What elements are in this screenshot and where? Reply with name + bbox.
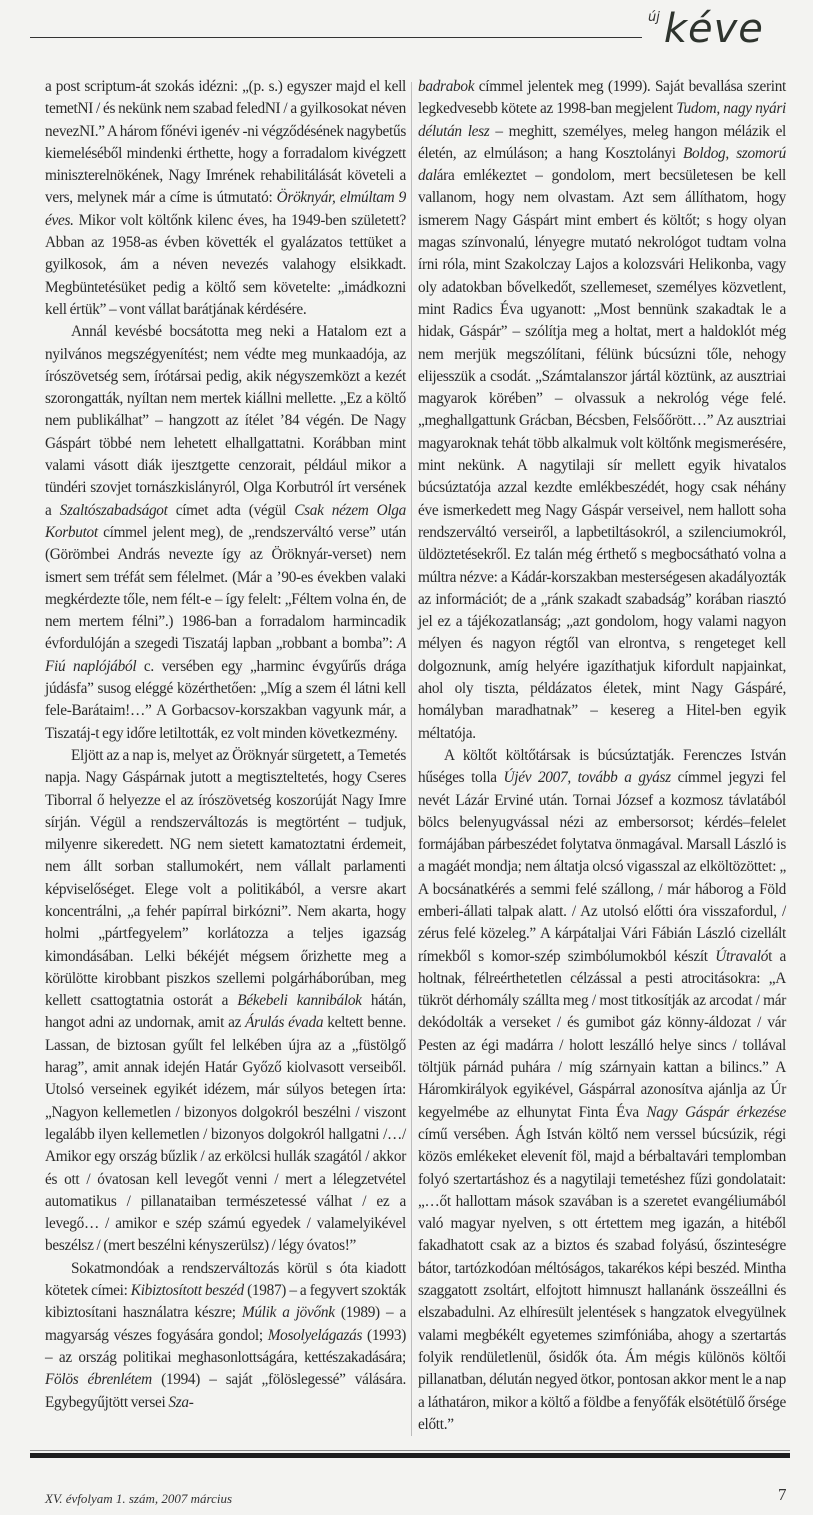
italic-title: Sza- (168, 1393, 194, 1411)
italic-title: Újév 2007, tovább a gyász (503, 769, 671, 787)
text-segment: (1989) – a magyarság vészes fogyására gondol; (45, 1304, 406, 1344)
paragraph (418, 76, 786, 745)
article-column-left (45, 76, 406, 1414)
italic-title: Mosolyelágazás (267, 1326, 363, 1344)
text-segment: hátán, hangot adni az undornak, amit az (45, 992, 406, 1032)
column-divider (411, 82, 412, 1436)
text-segment: A költőt költőtársak is búcsúztatják. Ferenczes István hűséges tolla (418, 746, 786, 787)
italic-title: Útravaló (715, 947, 769, 965)
italic-title: Csak nézem Olga Korbutot (45, 501, 406, 541)
page-number: 7 (778, 1485, 787, 1504)
text-segment: – meghitt, személyes, meleg hangon mélázik el életén, az elmúláson; a hang Kosztolányi (418, 122, 787, 162)
italic-title: Fölös ébrenlétem (45, 1371, 152, 1389)
text-segment: Sokatmondóak a rendszerváltozás körül s óta kiadott kötetek címei: (45, 1259, 406, 1300)
paragraph (45, 321, 406, 745)
italic-title: Nagy Gáspár érkezése (646, 1103, 786, 1121)
text-segment: Annál kevésbé bocsátotta meg neki a Hatalom ezt a nyilvános megszégyenítést; nem védte meg munkaadója, az írószövetség sem, írótársai pedig, akik négyszemközt a kezét szorongatták, nyíltan nem mertek kiállni mellette. „Ez a költő nem publikálhat” – hangzott az ítélet ’84 végén. De Nagy Gáspárt többé nem lehetett elhallgattatni. Korábban mint valami vásott diák ijesztgette cenzorait, például mikor a tündéri szovjet tornászkislányról, Olga Korbutról írt versének a (45, 323, 406, 519)
footer-rule (30, 1453, 790, 1458)
paragraph (418, 745, 786, 1436)
italic-title: Szaltószabadságot (59, 501, 168, 519)
magazine-logo (648, 6, 764, 52)
text-segment: t a holtnak, félreérthetetlen célzással a pesti atrocitásokra: „A tükröt dérhomály szállta meg / most titkosítják az arcodat / már dekódolták a verseket / és gumibot gáz könny-áldozat / vár Pesten az égi madárra / holott leszálló helye sincs / tollával töltjük párnád puhára / míg szárnyain kattan a bilincs.” A Háromkirályok egyikével, Gáspárral azonosítva ajánlja az Úr kegyelmébe az elhunytat Finta Éva (418, 947, 786, 1121)
text-segment: (1993) – az ország politikai meghasonlottságára, kettészakadására; (45, 1326, 407, 1366)
text-segment: a post scriptum-át szokás idézni: „(p. s.) egyszer majd el kell temetNI / és nekünk nem szabad feledNI / a gyilkosokat néven nevezNI.” A három főnévi igenév -ni végződésének nagybetűs kiemeléséből mindenki érthette, hogy a forradalom kivégzett miniszterelnökének, Nagy Imrének rehabilitálását követeli a vers, melynek már a címe is útmutató: (45, 78, 406, 207)
footer-rule-thin (30, 1450, 790, 1451)
paragraph (45, 1258, 406, 1414)
text-segment: című versében. Ágh István költő nem verssel búcsúzik, régi közös emlékeket elevenít föl, majd a bérbaltavári templomban folyó szertartáshoz és a nagytilaji temetéshez fűzi gondolatait: „…őt hallottam mások szavában is a szeretet evangéliumából való magyar nyelven, s ott értettem meg igazán, a hitéből fakadhatott csak az a biztos és szabad folyású, őszinteségre bátor, tartózkodóan méltóságos, takarékos képi beszéd. Mintha szaggatott zsoltárt, elfojtott himnuszt hallanánk összeállni és elszabadulni. Az elhíresült jelentések s hangzatok elvegyülnek valami megbékélt egyetemes szimfóniába, ahogy a szertartás folyik rendületlenül, ősidők óta. Ám mégis különös költői pillanatban, délután negyed ötkor, pontosan akkor ment le a nap a láthatáron, mikor a költő a földbe a fenyőfák elsötétülő őrsége előtt.” (418, 1125, 786, 1433)
text-segment: keltett benne. Lassan, de biztosan gyűlt fel lelkében újra az a „füstölgő harag”, amit annak idején Határ Győző kiolvasott verseiből. Utolsó verseinek egyikét idézem, már súlyos betegen írta: „Nagyon kellemetlen / bizonyos dolgokról beszélni / viszont legalább ilyen kellemetlen / bizonyos dolgokról hallgatni /…/ Amikor egy ország bűzlik / az erkölcsi hullák szagától / akkor és ott / óvatosan kell levegőt venni / mert a lélegzetvétel automatikus / pillanataiban természetessé válhat / ez a levegő… / amikor e szép számú egyedek / valamelyikével beszélsz / (mert beszélni kényszerülsz) / légy óvatos!” (45, 1014, 406, 1255)
issue-info: XV. évfolyam 1. szám, 2007 március (45, 1491, 233, 1506)
text-segment: címmel jelentek meg (1999). Saját bevallása szerint legkedvesebb kötete az 1998-ban megjelent (418, 78, 786, 118)
text-segment: Mikor volt költőnk kilenc éves, ha 1949-ben született? Abban az 1958-as évben követték el gyalázatos tettüket a gyilkosok, ám a néven nevezés valahogy elsikkadt. Megbüntetésüket pedig a költő sem követelte: „imádkozni kell értük” – vont vállat barátjának kérdésére. (45, 211, 406, 318)
italic-title: Múlik a jövőnk (241, 1304, 335, 1322)
paragraph (45, 745, 406, 1258)
article-column-right (418, 76, 786, 1436)
text-segment: c. versében egy „harminc évgyűrűs drága júdásfa” susog eléggé közérthetően: „Míg a szem él látni kell fele-Barátaim!…” A Gorbacsov-korszakban vagyunk már, a Tiszatáj-t egy időre letiltották, ez volt minden következmény. (45, 657, 406, 742)
text-segment: címmel jelent meg), de „rendszerváltó verse” után (Görömbei András nevezte így az Öröknyár-verset) nem ismert sem tréfát sem félelmet. (Már a ’90-es években valaki megkérdezte tőle, nem félt-e – így felelt: „Féltem volna én, de nem mertem félni”.) 1986-ban a forradalom harmincadik évfordulóján a szegedi Tiszatáj lapban „robbant a bomba”: (45, 523, 406, 653)
logo-title: kéve (663, 6, 764, 52)
italic-title: Öröknyár, elmúltam 9 éves. (45, 189, 406, 229)
text-segment: ára emlékeztet – gondolom, mert becsületesen be kell vallanom, hogy nem olvastam. Azt sem állíthatom, hogy ismerem Nagy Gáspárt mint embert és költőt; s hogy olyan magas színvonalú, lényegre mutató nekrológot tudtam volna írni róla, mint Szakolczay Lajos a kolozsvári Helikonba, vagy oly adatokban bővelkedőt, szellemeset, személyes közvetlent, mint Radics Éva ugyanott: „Most bennünk szakadtak le a hidak, Gáspár” – szólítja meg a holtat, mert a haldoklót még nem merjük megszólítani, félünk búcsúzni tőle, nehogy elijesszük a csodát. „Számtalanszor jártál köztünk, az ausztriai magyarok körében” – olvassuk a nekrológ vége felé. „meghallgattunk Grácban, Bécsben, Felsőőrött…” Az ausztriai magyaroknak tehát több alkalmuk volt költőnk megismerésére, mint nekünk. A nagytilaji sír mellett egyik hivatalos búcsúztatója azzal kezdte emlékbeszédét, hogy csak néhány éve ismerkedett meg Nagy Gáspár verseivel, nem hallott soha rendszerváltó verseiről, a lapbetiltásokról, a szilenciumokról, üldöztetésekről. Ez talán még érthető s megbocsátható volna a múltra nézve: a Kádár-korszakban mesterségesen akadályozták az információt; de a „ránk szakadt szabadság” korában riasztó jel ez a tájékozatlanság; „azt gondolom, hogy valami nagyon mélyen és nagyon régtől van elrontva, s rengeteget kell dolgoznunk, amíg helyére igazíthatjuk kifordult napjainkat, ahol oly tiszta, példázatos életek, mint Nagy Gáspáré, homályban maradhatnak” – kesereg a Hitel-ben egyik méltatója. (418, 167, 786, 742)
italic-title: Tudom, nagy nyári délután lesz (418, 100, 786, 140)
italic-title: badrabok (418, 78, 475, 95)
text-segment: címmel jegyzi fel nevét Lázár Erviné után. Tornai József a kozmosz távlatából bölcs belenyugvással nézi az embersorsot; kérdés–felelet formájában párbeszédet folytatva önmagával. Marsall László is a magáét mondja; nem áltatja olcsó vigasszal az elköltözöttet: „ A bocsánatkérés a semmi felé szállong, / már háborog a Föld emberi-állati talpak alatt. / Az utolsó előtti óra visszafordul, / zérus felé közeleg.” A kárpátaljai Vári Fábián László cizellált rímekből s komor-szép szimbólumokból készít (418, 769, 786, 965)
italic-title: Árulás évada (245, 1014, 324, 1032)
italic-title: Kibiztosított beszéd (130, 1282, 244, 1300)
logo-prefix: új (648, 10, 660, 25)
paragraph (45, 76, 406, 321)
text-segment: Eljött az a nap is, melyet az Öröknyár sürgetett, a Temetés napja. Nagy Gáspárnak jutott a megtiszteltetés, hogy Cseres Tiborral ő helyezze el az írószövetség koszorúját Nagy Imre sírján. Végül a rendszerváltozás is megtörtént – tudjuk, milyenre sikeredett. NG nem sietett kamatoztatni érdemeit, nem állt sorban stallumokért, nem vállalt parlamenti képviselőséget. Elege volt a politikából, a versre akart koncentrálni, „a fehér papírral birkózni”. Nem akarta, hogy holmi „pártfegyelem” korlátozza a teljes igazság kimondásában. Lelki békéjét mégsem őrizhette meg a körülötte kirobbant piszkos szellemi polgárháborúban, meg kellett csattogtatnia ostorát a (45, 746, 406, 1010)
header-rule (30, 37, 642, 38)
text-segment: (1994) – saját „fölöslegessé” válására. Egybegyűjtött versei (45, 1371, 406, 1411)
italic-title: Békebeli kannibálok (237, 992, 362, 1010)
italic-title: A Fiú naplójából (45, 635, 406, 675)
text-segment: (1987) – a fegyvert szokták kibiztosítani használatra készre; (45, 1282, 407, 1322)
italic-title: Boldog, szomorú dal (418, 144, 786, 185)
text-segment: címet adta (végül (167, 501, 295, 519)
